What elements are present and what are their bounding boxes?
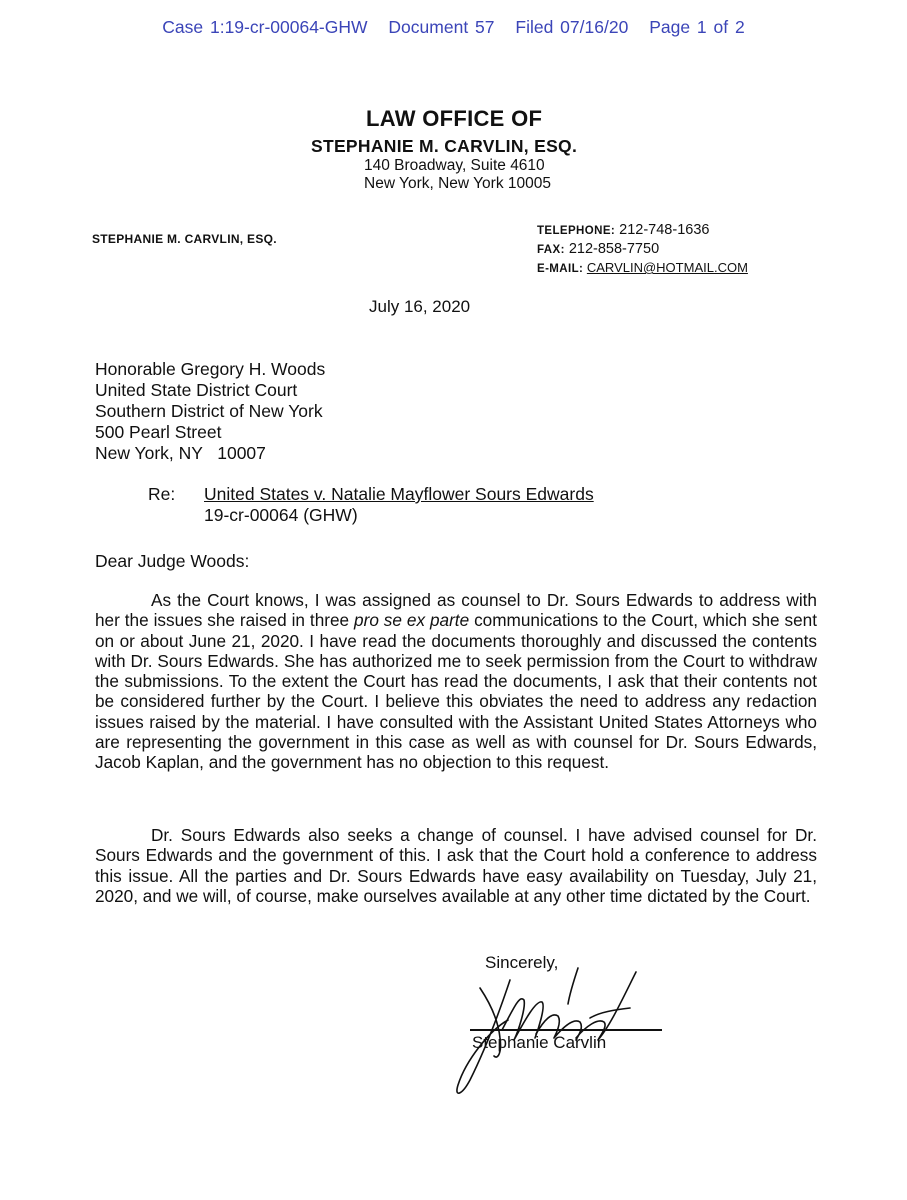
letterhead-address-line2: New York, New York 10005	[364, 175, 551, 192]
telephone-line	[537, 222, 709, 238]
latin-term: pro se ex parte	[354, 610, 470, 631]
signature-stroke	[568, 968, 578, 1004]
attorney-name: STEPHANIE M. CARVLIN, ESQ.	[92, 232, 277, 246]
document-number: Document 57	[388, 17, 495, 37]
email-label: E-MAIL:	[537, 263, 584, 275]
recipient-line: United State District Court	[95, 380, 298, 400]
re-label: Re:	[148, 484, 176, 504]
fax-line	[537, 241, 659, 257]
court-filing-stamp	[0, 17, 907, 38]
telephone-number: 212-748-1636	[619, 222, 710, 238]
signature-stroke	[590, 1008, 630, 1018]
letter-date: July 16, 2020	[369, 297, 471, 316]
recipient-line: New York, NY 10007	[95, 443, 266, 463]
recipient-line: Honorable Gregory H. Woods	[95, 359, 326, 379]
body-paragraph-2: Dr. Sours Edwards also seeks a change of counsel. I have advised counsel for Dr. Sours Edwards and the government of this. I ask that the Court hold a conference to address this issue. All the parties and Dr. Sours Edwards have easy availability on Tuesday, July 21, 2020, and we will, of course, make ourselves available at any other time dictated by the Court.	[95, 825, 817, 906]
recipient-line: Southern District of New York	[95, 401, 323, 421]
recipient-line: 500 Pearl Street	[95, 422, 222, 442]
page-number: Page 1 of 2	[649, 17, 745, 37]
telephone-label: TELEPHONE:	[537, 225, 616, 237]
signature-line	[470, 1029, 662, 1031]
re-case-title: United States v. Natalie Mayflower Sours Edwards	[204, 484, 594, 504]
letterhead-address-line1: 140 Broadway, Suite 4610	[364, 157, 545, 174]
fax-label: FAX:	[537, 244, 565, 256]
filed-date: Filed 07/16/20	[515, 17, 629, 37]
body-paragraph-1: As the Court knows, I was assigned as counsel to Dr. Sours Edwards to address with her the issues she raised in three pro se ex parte communications to the Court, which she sent on or about June 21, 2020. I have read the documents thoroughly and discussed the contents with Dr. Sours Edwards. She has authorized me to seek permission from the Court to withdraw the submissions. To the extent the Court has read the documents, I ask that their contents not be considered further by the Court. I believe this obviates the need to address any redaction issues raised by the material. I have consulted with the Assistant United States Attorneys who are representing the government in this case as well as with counsel for Dr. Sours Edwards, Jacob Kaplan, and the government has no objection to this request.	[95, 590, 817, 773]
email-line	[537, 260, 748, 275]
re-case-number: 19-cr-00064 (GHW)	[204, 505, 358, 525]
letterhead-title: LAW OFFICE OF	[366, 106, 543, 131]
email-link[interactable]: CARVLIN@HOTMAIL.COM	[586, 260, 748, 275]
signatory-name: Stephanie Carvlin	[472, 1033, 607, 1052]
closing: Sincerely,	[485, 953, 559, 972]
salutation: Dear Judge Woods:	[95, 551, 250, 571]
case-number: Case 1:19-cr-00064-GHW	[162, 17, 368, 37]
letterhead-firm-name: STEPHANIE M. CARVLIN, ESQ.	[311, 136, 578, 156]
fax-number: 212-858-7750	[568, 241, 660, 257]
